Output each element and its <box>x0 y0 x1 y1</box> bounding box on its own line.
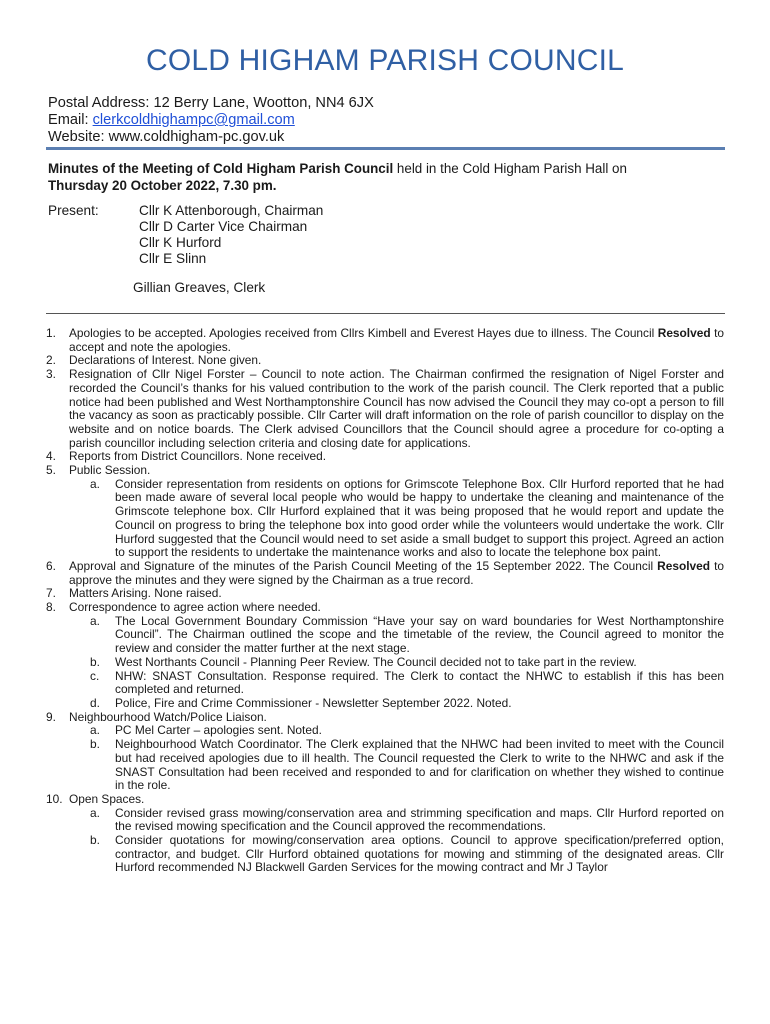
item-text: Declarations of Interest. None given. <box>69 353 262 368</box>
agenda-subitem <box>46 478 724 560</box>
subitem-letter: b. <box>90 737 100 752</box>
agenda-item <box>46 793 724 807</box>
item-text: Correspondence to agree action where needed. <box>69 600 321 615</box>
item-text: Reports from District Councillors. None received. <box>69 449 327 464</box>
present-label: Present: <box>48 203 99 218</box>
present-member: Cllr E Slinn <box>139 251 207 266</box>
subitem-letter: a. <box>90 476 100 491</box>
item-text-end: to approve the minutes and they were signed by the Chairman as a true record. <box>69 558 724 587</box>
item-text: Matters Arising. None raised. <box>69 586 222 601</box>
subitem-letter: d. <box>90 695 100 710</box>
subitem-letter: a. <box>90 805 100 820</box>
subitem-letter: b. <box>90 833 100 848</box>
agenda-subitem <box>46 670 724 697</box>
present-member: Cllr D Carter Vice Chairman <box>139 219 308 234</box>
agenda-subitem <box>46 697 724 711</box>
item-number: 6. <box>46 558 56 573</box>
website-line: Website: www.coldhigham-pc.gov.uk <box>48 129 285 145</box>
item-number: 2. <box>46 353 56 368</box>
agenda-item <box>46 354 724 368</box>
agenda-item <box>46 560 724 587</box>
postal-address: Postal Address: 12 Berry Lane, Wootton, NN4 6JX <box>48 95 374 111</box>
item-number: 3. <box>46 367 56 382</box>
item-text: Open Spaces. <box>69 791 145 806</box>
email-line <box>48 112 374 129</box>
item-text-end: to accept and note the apologies. <box>69 326 724 354</box>
meeting-date: Thursday 20 October 2022, 7.30 pm. <box>48 178 277 193</box>
item-text: Neighbourhood Watch/Police Liaison. <box>69 709 267 724</box>
agenda-item <box>46 587 724 601</box>
item-number: 7. <box>46 586 56 601</box>
agenda-item <box>46 450 724 464</box>
item-resolved: Resolved <box>657 558 711 573</box>
item-resolved: Resolved <box>657 326 711 340</box>
item-number: 8. <box>46 600 56 615</box>
item-text: Apologies to be accepted. Apologies received from Cllrs Kimbell and Everest Hayes due to illness. The Council <box>69 326 658 340</box>
agenda-subitem <box>46 738 724 793</box>
subitem-text: PC Mel Carter – apologies sent. Noted. <box>115 723 322 738</box>
meeting-intro: Minutes of the Meeting of Cold Higham Parish Council <box>48 161 394 176</box>
header-divider <box>46 147 725 150</box>
agenda-item <box>46 464 724 478</box>
subitem-letter: b. <box>90 654 100 669</box>
section-divider <box>46 313 725 314</box>
item-number: 10. <box>46 791 63 806</box>
subitem-text: Police, Fire and Crime Commissioner - Newsletter September 2022. Noted. <box>115 695 512 710</box>
present-member: Cllr K Hurford <box>139 235 222 250</box>
subitem-letter: a. <box>90 723 100 738</box>
subitem-text: Neighbourhood Watch Coordinator. The Clerk explained that the NHWC had been invited to meet with the Council but had received apologies due to ill health. The Council requested the Clerk to write to the NHWC and ask if the SNAST Consultation had been received and responded to and for clarification on whether they wished to continue in the role. <box>115 737 724 793</box>
item-text: Public Session. <box>69 463 151 478</box>
agenda-subitem <box>46 834 724 875</box>
agenda-subitem <box>46 807 724 834</box>
meeting-location: held in the Cold Higham Parish Hall on <box>393 161 627 176</box>
subitem-text: Consider representation from residents on options for Grimscote Telephone Box. Cllr Hurford reported that he had been made aware of several local people who would be happy to undertake the cleaning and maintenance of the Grimscote telephone box. Cllr Hurford explained that it was being proposed that he would report and update the Council on progress to bring the telephone box into good order while the volunteers would undertake the work. Cllr Hurford suggested that the Council would need to set aside a small budget to support this project. Agreed an action to support the residents to undertake the maintenance works and also to locate the telephone box paint. <box>115 476 724 560</box>
minutes-items <box>46 327 724 875</box>
email-label: Email: <box>48 112 93 128</box>
agenda-subitem <box>46 724 724 738</box>
agenda-item <box>46 711 724 725</box>
clerk-name: Gillian Greaves, Clerk <box>133 280 266 295</box>
item-text: Resignation of Cllr Nigel Forster – Council to note action. The Chairman confirmed the resignation of Nigel Forster and recorded the Council’s thanks for his valued contribution to the work of the parish council. The Clerk reported that a public notice had been published and West Northamptonshire Council has now advised the Council they may co-opt a person to fill the vacancy as soon as practicably possible. Cllr Carter will draft information on the role of parish councillor to display on the website and on notice boards. The Clerk advised Councillors that the Council should agree a procedure for co-opting a parish councillor including selection criteria and closing date for applications. <box>69 367 724 450</box>
subitem-letter: a. <box>90 613 100 628</box>
item-text: Approval and Signature of the minutes of the Parish Council Meeting of the 15 September 2022. The Council <box>69 558 658 573</box>
council-title: COLD HIGHAM PARISH COUNCIL <box>145 44 625 77</box>
agenda-item <box>46 601 724 615</box>
subitem-text: Consider quotations for mowing/conservation area options. Council to approve specification/preferred option, contractor, and budget. Cllr Hurford obtained quotations for mowing and stimming of the designated areas. Cllr Hurford recommended NJ Blackwell Garden Services for the mowing contract and Mr J Taylor <box>115 833 724 875</box>
email-link[interactable]: clerkcoldhighampc@gmail.com <box>92 112 295 128</box>
contact-block <box>48 95 374 146</box>
item-number: 1. <box>46 326 56 340</box>
agenda-subitem <box>46 615 724 656</box>
agenda-subitem <box>46 656 724 670</box>
subitem-text: NHW: SNAST Consultation. Response required. The Clerk to contact the NHWC to establish if this has been completed and returned. <box>115 668 724 697</box>
agenda-item <box>46 327 724 354</box>
subitem-text: West Northants Council - Planning Peer Review. The Council decided not to take part in the review. <box>115 654 637 669</box>
item-number: 9. <box>46 709 56 724</box>
meeting-heading <box>48 160 728 194</box>
present-member: Cllr K Attenborough, Chairman <box>139 203 324 218</box>
item-number: 5. <box>46 463 56 478</box>
present-list <box>139 203 323 267</box>
agenda-item <box>46 368 724 450</box>
subitem-letter: c. <box>90 668 100 683</box>
subitem-text: The Local Government Boundary Commission “Have your say on ward boundaries for West Northamptonshire Council”. The Chairman outlined the scope and the timetable of the review, the Council agreed to monitor the review and consider the matter further at the next stage. <box>115 613 724 656</box>
item-number: 4. <box>46 449 56 464</box>
subitem-text: Consider revised grass mowing/conservation area and strimming specification and maps. Cllr Hurford reported on the revised mowing specification and the Council approved the recommendations. <box>115 805 724 834</box>
